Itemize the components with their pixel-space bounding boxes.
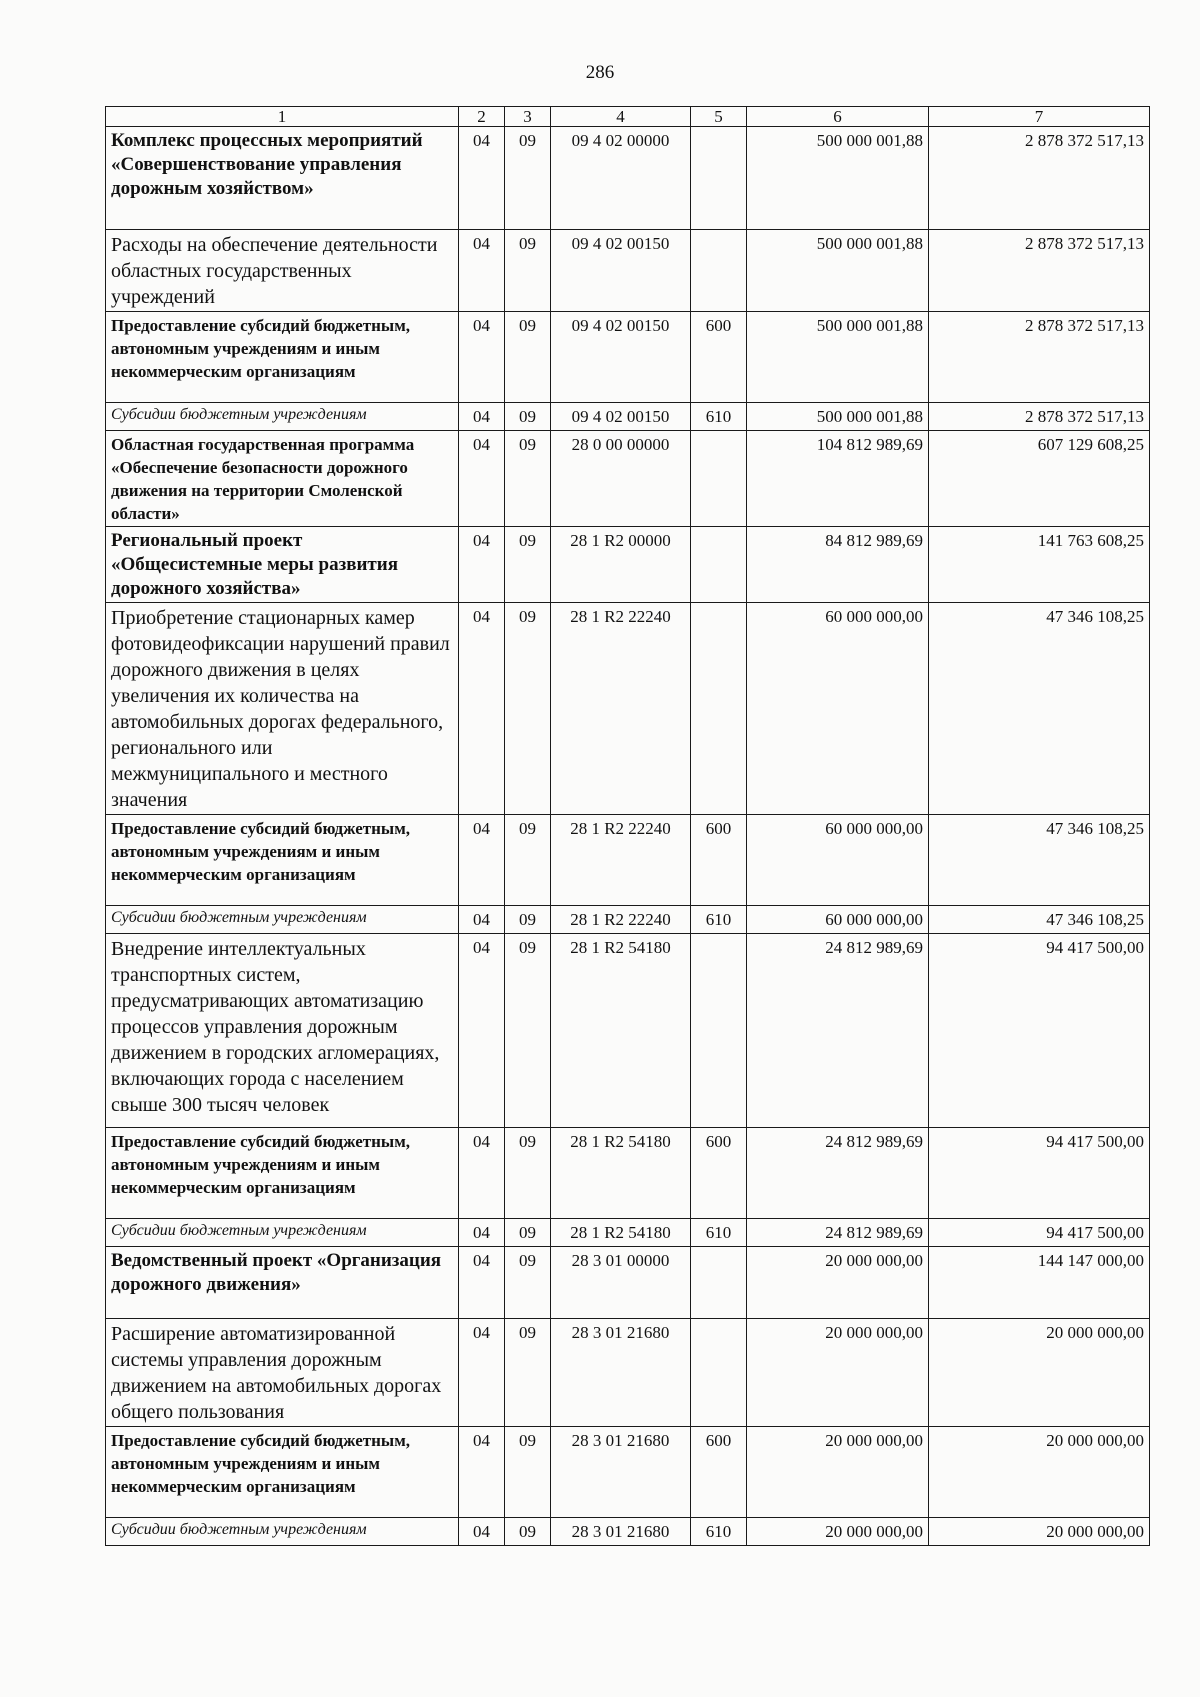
row-name: Комплекс процессных мероприятий «Совершенствование управления дорожным хозяйством» <box>106 127 459 230</box>
budget-table <box>105 106 1150 1546</box>
row-expense-type: 610 <box>691 1219 747 1247</box>
row-target-code: 28 1 R2 22240 <box>551 603 691 815</box>
row-name: Предоставление субсидий бюджетным, автономным учреждениям и иным некоммерческим организациям <box>106 312 459 403</box>
row-amount-col6: 500 000 001,88 <box>747 230 929 312</box>
row-subsection: 09 <box>505 1219 551 1247</box>
row-expense-type <box>691 431 747 527</box>
row-subsection: 09 <box>505 1427 551 1518</box>
row-name: Субсидии бюджетным учреждениям <box>106 403 459 431</box>
table-row <box>106 1128 1150 1219</box>
row-target-code: 28 1 R2 54180 <box>551 1219 691 1247</box>
row-section: 04 <box>459 431 505 527</box>
row-amount-col7: 144 147 000,00 <box>929 1247 1150 1319</box>
row-section: 04 <box>459 603 505 815</box>
row-target-code: 28 3 01 21680 <box>551 1518 691 1546</box>
table-row <box>106 1247 1150 1319</box>
row-amount-col7: 2 878 372 517,13 <box>929 127 1150 230</box>
row-amount-col6: 104 812 989,69 <box>747 431 929 527</box>
row-section: 04 <box>459 527 505 603</box>
row-amount-col6: 60 000 000,00 <box>747 603 929 815</box>
row-target-code: 09 4 02 00150 <box>551 230 691 312</box>
table-row <box>106 230 1150 312</box>
row-section: 04 <box>459 127 505 230</box>
row-subsection: 09 <box>505 906 551 934</box>
row-target-code: 28 3 01 00000 <box>551 1247 691 1319</box>
row-expense-type: 610 <box>691 1518 747 1546</box>
row-expense-type <box>691 1247 747 1319</box>
row-name: Расширение автоматизированной системы управления дорожным движением на автомобильных дорогах общего пользования <box>106 1319 459 1427</box>
table-row <box>106 934 1150 1128</box>
column-header: 6 <box>747 107 929 127</box>
table-row <box>106 815 1150 906</box>
table-row <box>106 906 1150 934</box>
row-amount-col7: 94 417 500,00 <box>929 1128 1150 1219</box>
row-target-code: 28 1 R2 54180 <box>551 934 691 1128</box>
row-expense-type: 600 <box>691 815 747 906</box>
row-subsection: 09 <box>505 312 551 403</box>
row-name: Субсидии бюджетным учреждениям <box>106 1518 459 1546</box>
row-name: Расходы на обеспечение деятельности областных государственных учреждений <box>106 230 459 312</box>
row-amount-col7: 20 000 000,00 <box>929 1319 1150 1427</box>
row-subsection: 09 <box>505 127 551 230</box>
row-amount-col6: 24 812 989,69 <box>747 934 929 1128</box>
page-number: 286 <box>585 62 615 83</box>
row-section: 04 <box>459 1128 505 1219</box>
row-amount-col6: 24 812 989,69 <box>747 1128 929 1219</box>
table-row <box>106 403 1150 431</box>
table-row <box>106 312 1150 403</box>
column-header: 3 <box>505 107 551 127</box>
row-amount-col7: 47 346 108,25 <box>929 603 1150 815</box>
row-name: Предоставление субсидий бюджетным, автономным учреждениям и иным некоммерческим организациям <box>106 1128 459 1219</box>
row-amount-col6: 20 000 000,00 <box>747 1518 929 1546</box>
row-target-code: 28 1 R2 22240 <box>551 906 691 934</box>
row-section: 04 <box>459 230 505 312</box>
row-subsection: 09 <box>505 230 551 312</box>
table-row <box>106 1219 1150 1247</box>
row-subsection: 09 <box>505 1128 551 1219</box>
row-name: Субсидии бюджетным учреждениям <box>106 906 459 934</box>
table-row <box>106 527 1150 603</box>
row-amount-col7: 607 129 608,25 <box>929 431 1150 527</box>
row-section: 04 <box>459 312 505 403</box>
row-amount-col6: 500 000 001,88 <box>747 127 929 230</box>
row-target-code: 28 3 01 21680 <box>551 1427 691 1518</box>
row-name: Предоставление субсидий бюджетным, автономным учреждениям и иным некоммерческим организациям <box>106 1427 459 1518</box>
row-amount-col6: 24 812 989,69 <box>747 1219 929 1247</box>
table-row <box>106 1427 1150 1518</box>
row-amount-col7: 20 000 000,00 <box>929 1427 1150 1518</box>
row-subsection: 09 <box>505 934 551 1128</box>
row-subsection: 09 <box>505 1518 551 1546</box>
row-subsection: 09 <box>505 603 551 815</box>
row-amount-col6: 60 000 000,00 <box>747 906 929 934</box>
column-header: 1 <box>106 107 459 127</box>
row-section: 04 <box>459 906 505 934</box>
row-target-code: 28 3 01 21680 <box>551 1319 691 1427</box>
row-subsection: 09 <box>505 815 551 906</box>
row-section: 04 <box>459 403 505 431</box>
row-name: Предоставление субсидий бюджетным, автономным учреждениям и иным некоммерческим организациям <box>106 815 459 906</box>
row-section: 04 <box>459 1518 505 1546</box>
table-row <box>106 603 1150 815</box>
row-expense-type: 600 <box>691 1128 747 1219</box>
row-target-code: 09 4 02 00150 <box>551 312 691 403</box>
row-expense-type <box>691 230 747 312</box>
row-amount-col7: 2 878 372 517,13 <box>929 230 1150 312</box>
row-name: Приобретение стационарных камер фотовидеофиксации нарушений правил дорожного движения в целях увеличения их количества на автомобильных дорогах федерального, регионального или межмуниципального и местного значения <box>106 603 459 815</box>
row-section: 04 <box>459 1427 505 1518</box>
row-amount-col6: 500 000 001,88 <box>747 312 929 403</box>
row-expense-type <box>691 127 747 230</box>
row-target-code: 28 1 R2 54180 <box>551 1128 691 1219</box>
row-expense-type <box>691 1319 747 1427</box>
row-amount-col7: 94 417 500,00 <box>929 1219 1150 1247</box>
row-section: 04 <box>459 815 505 906</box>
row-subsection: 09 <box>505 1247 551 1319</box>
table-row <box>106 1319 1150 1427</box>
row-target-code: 28 0 00 00000 <box>551 431 691 527</box>
row-amount-col6: 20 000 000,00 <box>747 1319 929 1427</box>
row-section: 04 <box>459 934 505 1128</box>
row-expense-type <box>691 934 747 1128</box>
row-expense-type: 610 <box>691 906 747 934</box>
row-subsection: 09 <box>505 1319 551 1427</box>
row-amount-col6: 20 000 000,00 <box>747 1427 929 1518</box>
row-amount-col7: 47 346 108,25 <box>929 815 1150 906</box>
row-expense-type <box>691 603 747 815</box>
table-header-row <box>106 107 1150 127</box>
row-amount-col6: 20 000 000,00 <box>747 1247 929 1319</box>
column-header: 4 <box>551 107 691 127</box>
row-subsection: 09 <box>505 431 551 527</box>
column-header: 2 <box>459 107 505 127</box>
row-amount-col7: 2 878 372 517,13 <box>929 403 1150 431</box>
row-subsection: 09 <box>505 527 551 603</box>
column-header: 7 <box>929 107 1150 127</box>
table-row <box>106 127 1150 230</box>
row-amount-col6: 84 812 989,69 <box>747 527 929 603</box>
row-expense-type: 610 <box>691 403 747 431</box>
row-amount-col7: 2 878 372 517,13 <box>929 312 1150 403</box>
row-expense-type: 600 <box>691 312 747 403</box>
row-section: 04 <box>459 1247 505 1319</box>
row-amount-col7: 141 763 608,25 <box>929 527 1150 603</box>
row-target-code: 28 1 R2 22240 <box>551 815 691 906</box>
row-name: Внедрение интеллектуальных транспортных систем, предусматривающих автоматизацию процессов управления дорожным движением в городских агломерациях, включающих города с населением свыше 300 тысяч человек <box>106 934 459 1128</box>
row-name: Региональный проект «Общесистемные меры развития дорожного хозяйства» <box>106 527 459 603</box>
row-amount-col6: 60 000 000,00 <box>747 815 929 906</box>
row-amount-col7: 47 346 108,25 <box>929 906 1150 934</box>
table-row <box>106 1518 1150 1546</box>
row-expense-type: 600 <box>691 1427 747 1518</box>
row-amount-col7: 94 417 500,00 <box>929 934 1150 1128</box>
row-amount-col6: 500 000 001,88 <box>747 403 929 431</box>
column-header: 5 <box>691 107 747 127</box>
row-target-code: 09 4 02 00000 <box>551 127 691 230</box>
row-target-code: 28 1 R2 00000 <box>551 527 691 603</box>
row-name: Ведомственный проект «Организация дорожного движения» <box>106 1247 459 1319</box>
row-name: Областная государственная программа «Обеспечение безопасности дорожного движения на территории Смоленской области» <box>106 431 459 527</box>
row-amount-col7: 20 000 000,00 <box>929 1518 1150 1546</box>
row-target-code: 09 4 02 00150 <box>551 403 691 431</box>
row-expense-type <box>691 527 747 603</box>
table-row <box>106 431 1150 527</box>
row-section: 04 <box>459 1219 505 1247</box>
row-subsection: 09 <box>505 403 551 431</box>
row-name: Субсидии бюджетным учреждениям <box>106 1219 459 1247</box>
row-section: 04 <box>459 1319 505 1427</box>
